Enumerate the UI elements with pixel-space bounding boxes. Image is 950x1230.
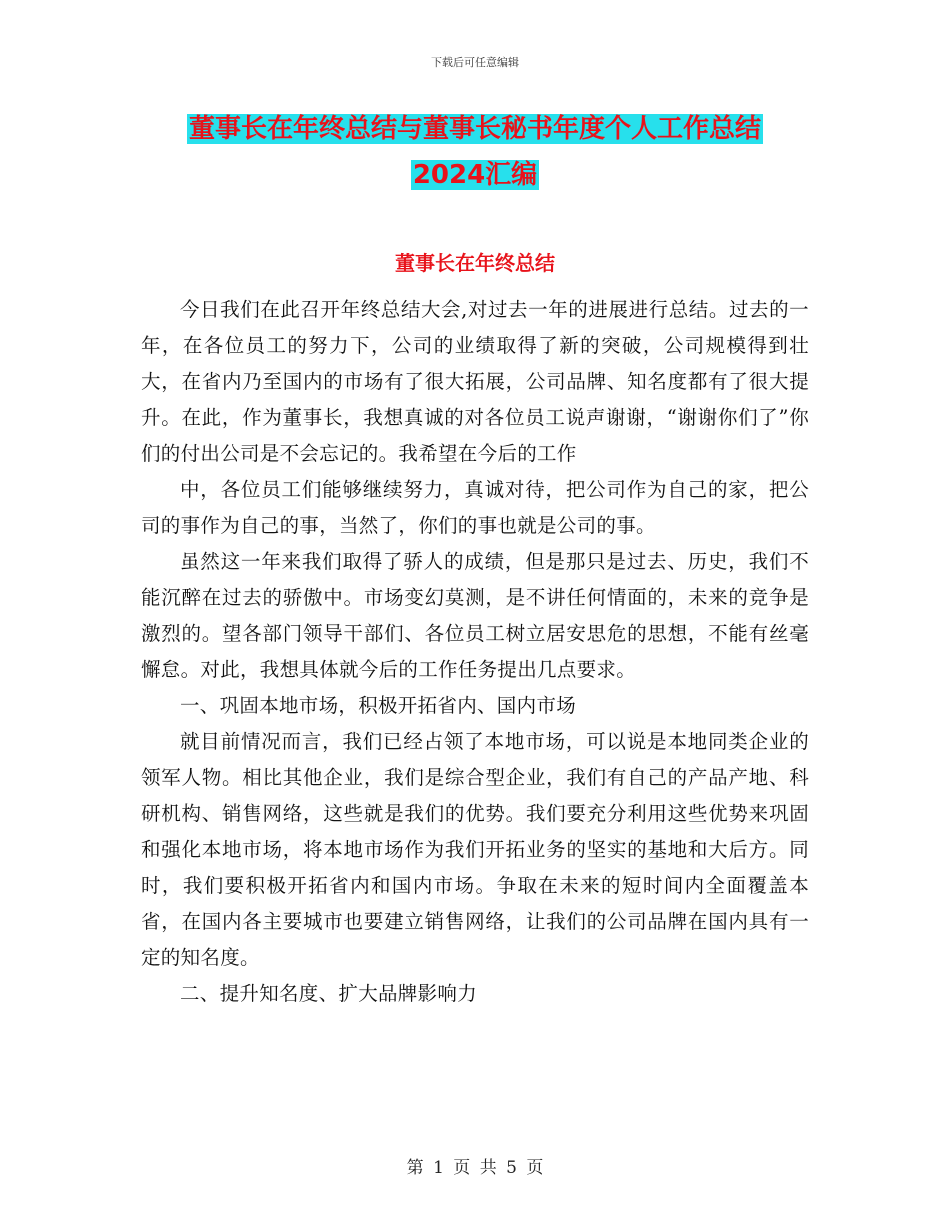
title-line-2: 2024汇编: [412, 160, 538, 190]
document-title: [0, 106, 950, 198]
paragraph: 虽然这一年来我们取得了骄人的成绩，但是那只是过去、历史，我们不能沉醉在过去的骄傲中。市场变幻莫测，是不讲任何情面的，未来的竞争是激烈的。望各部门领导干部们、各位员工树立居安思危的思想，不能有丝毫懈怠。对此，我想具体就今后的工作任务提出几点要求。: [141, 550, 809, 681]
paragraph: 中，各位员工们能够继续努力，真诚对待，把公司作为自己的家，把公司的事作为自己的事，当然了，你们的事也就是公司的事。: [141, 478, 809, 537]
document-body: [141, 292, 809, 1012]
header-note: 下载后可任意编辑: [431, 56, 519, 69]
paragraph: 就目前情况而言，我们已经占领了本地市场，可以说是本地同类企业的领军人物。相比其他企业，我们是综合型企业，我们有自己的产品产地、科研机构、销售网络，这些就是我们的优势。我们要充分利用这些优势来巩固和强化本地市场，将本地市场作为我们开拓业务的坚实的基地和大后方。同时，我们要积极开拓省内和国内市场。争取在未来的短时间内全面覆盖本省，在国内各主要城市也要建立销售网络，让我们的公司品牌在国内具有一定的知名度。: [141, 730, 809, 969]
section-title: 董事长在年终总结: [395, 251, 555, 275]
paragraph-heading: 二、提升知名度、扩大品牌影响力: [180, 982, 478, 1005]
paragraph: 今日我们在此召开年终总结大会,对过去一年的进展进行总结。过去的一年，在各位员工的努力下，公司的业绩取得了新的突破，公司规模得到壮大，在省内乃至国内的市场有了很大拓展，公司品牌、知名度都有了很大提升。在此，作为董事长，我想真诚的对各位员工说声谢谢，“谢谢你们了”你们的付出公司是不会忘记的。我希望在今后的工作: [141, 298, 809, 465]
page-footer: 第 1 页 共 5 页: [406, 1158, 544, 1178]
title-line-1: 董事长在年终总结与董事长秘书年度个人工作总结: [188, 114, 761, 144]
paragraph-heading: 一、巩固本地市场，积极开拓省内、国内市场: [180, 694, 577, 717]
